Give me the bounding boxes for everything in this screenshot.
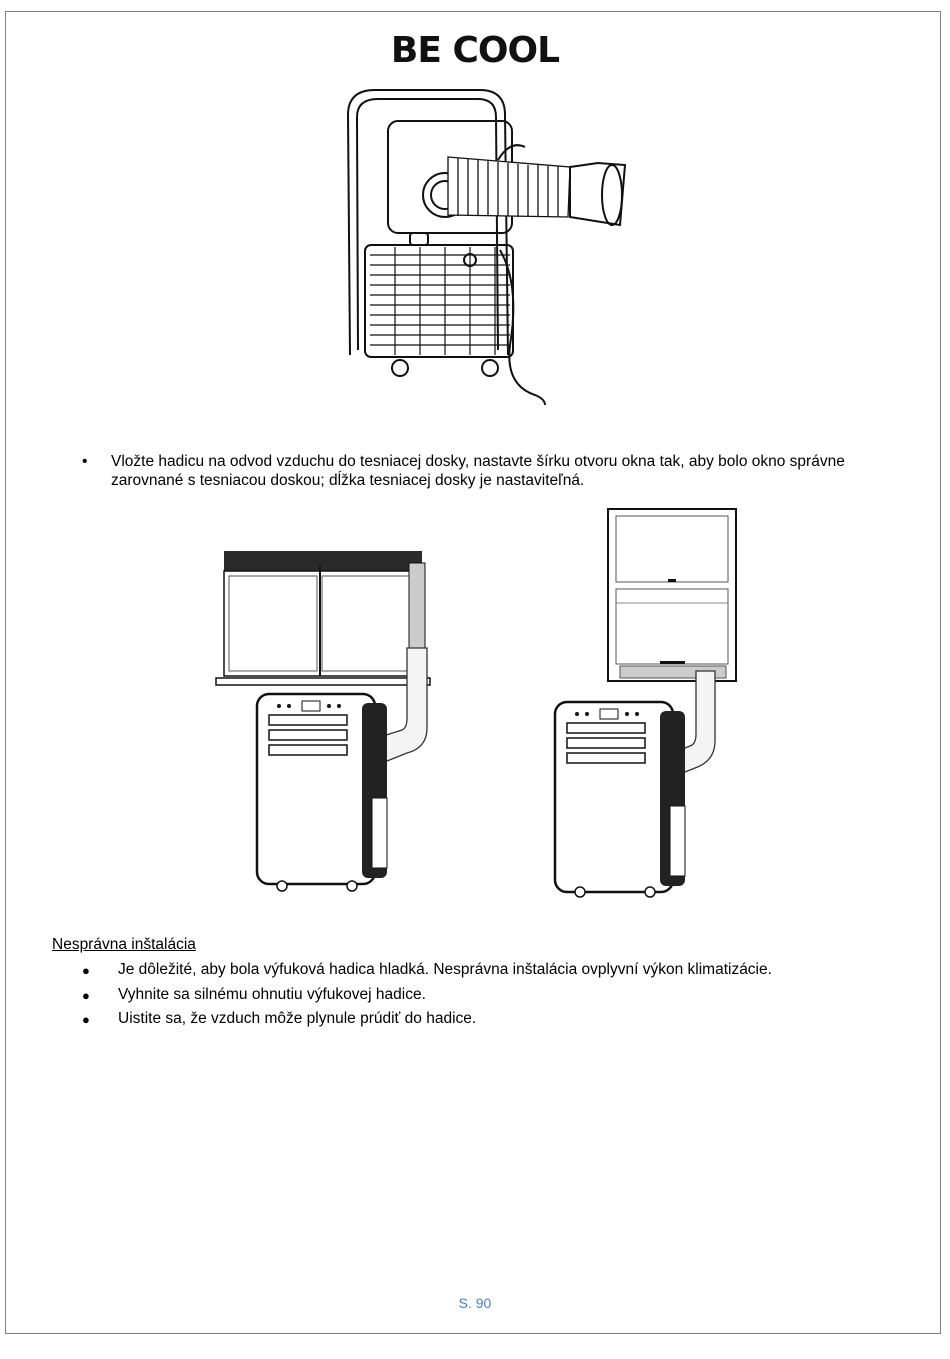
instruction-text: Vložte hadicu na odvod vzduchu do tesniacej dosky, nastavte šírku otvoru okna tak, aby bolo okno správne zarovnané s tesniacou doskou; dĺžka tesniacej dosky je nastaviteľná. (111, 453, 845, 489)
list-item (82, 1009, 902, 1034)
list-item-text: Uistite sa, že vzduch môže plynule prúdiť do hadice. (118, 1010, 477, 1027)
page-number: S. 90 (458, 1295, 492, 1311)
bullet-marker: ● (82, 963, 90, 978)
ac-hose-illustration (330, 85, 640, 415)
list-item-text: Vyhnite sa silnému ohnutiu výfukovej hadice. (118, 985, 426, 1003)
bullet-marker: • (82, 453, 88, 470)
hung-window-install-illustration (550, 506, 745, 898)
brand-logo: BE COOL (390, 30, 560, 71)
bullet-marker: ● (82, 987, 90, 1003)
list-item (82, 985, 902, 1010)
bullet-marker: ● (82, 1012, 90, 1027)
list-item-text: Je dôležité, aby bola výfuková hadica hladká. Nesprávna inštalácia ovplyvní výkon klimatizácie. (118, 961, 772, 978)
list-item (82, 960, 902, 985)
incorrect-installation-list (82, 960, 902, 1034)
section-heading: Nesprávna inštalácia (52, 936, 196, 953)
sliding-window-install-illustration (212, 548, 437, 894)
instruction-step (82, 452, 902, 490)
